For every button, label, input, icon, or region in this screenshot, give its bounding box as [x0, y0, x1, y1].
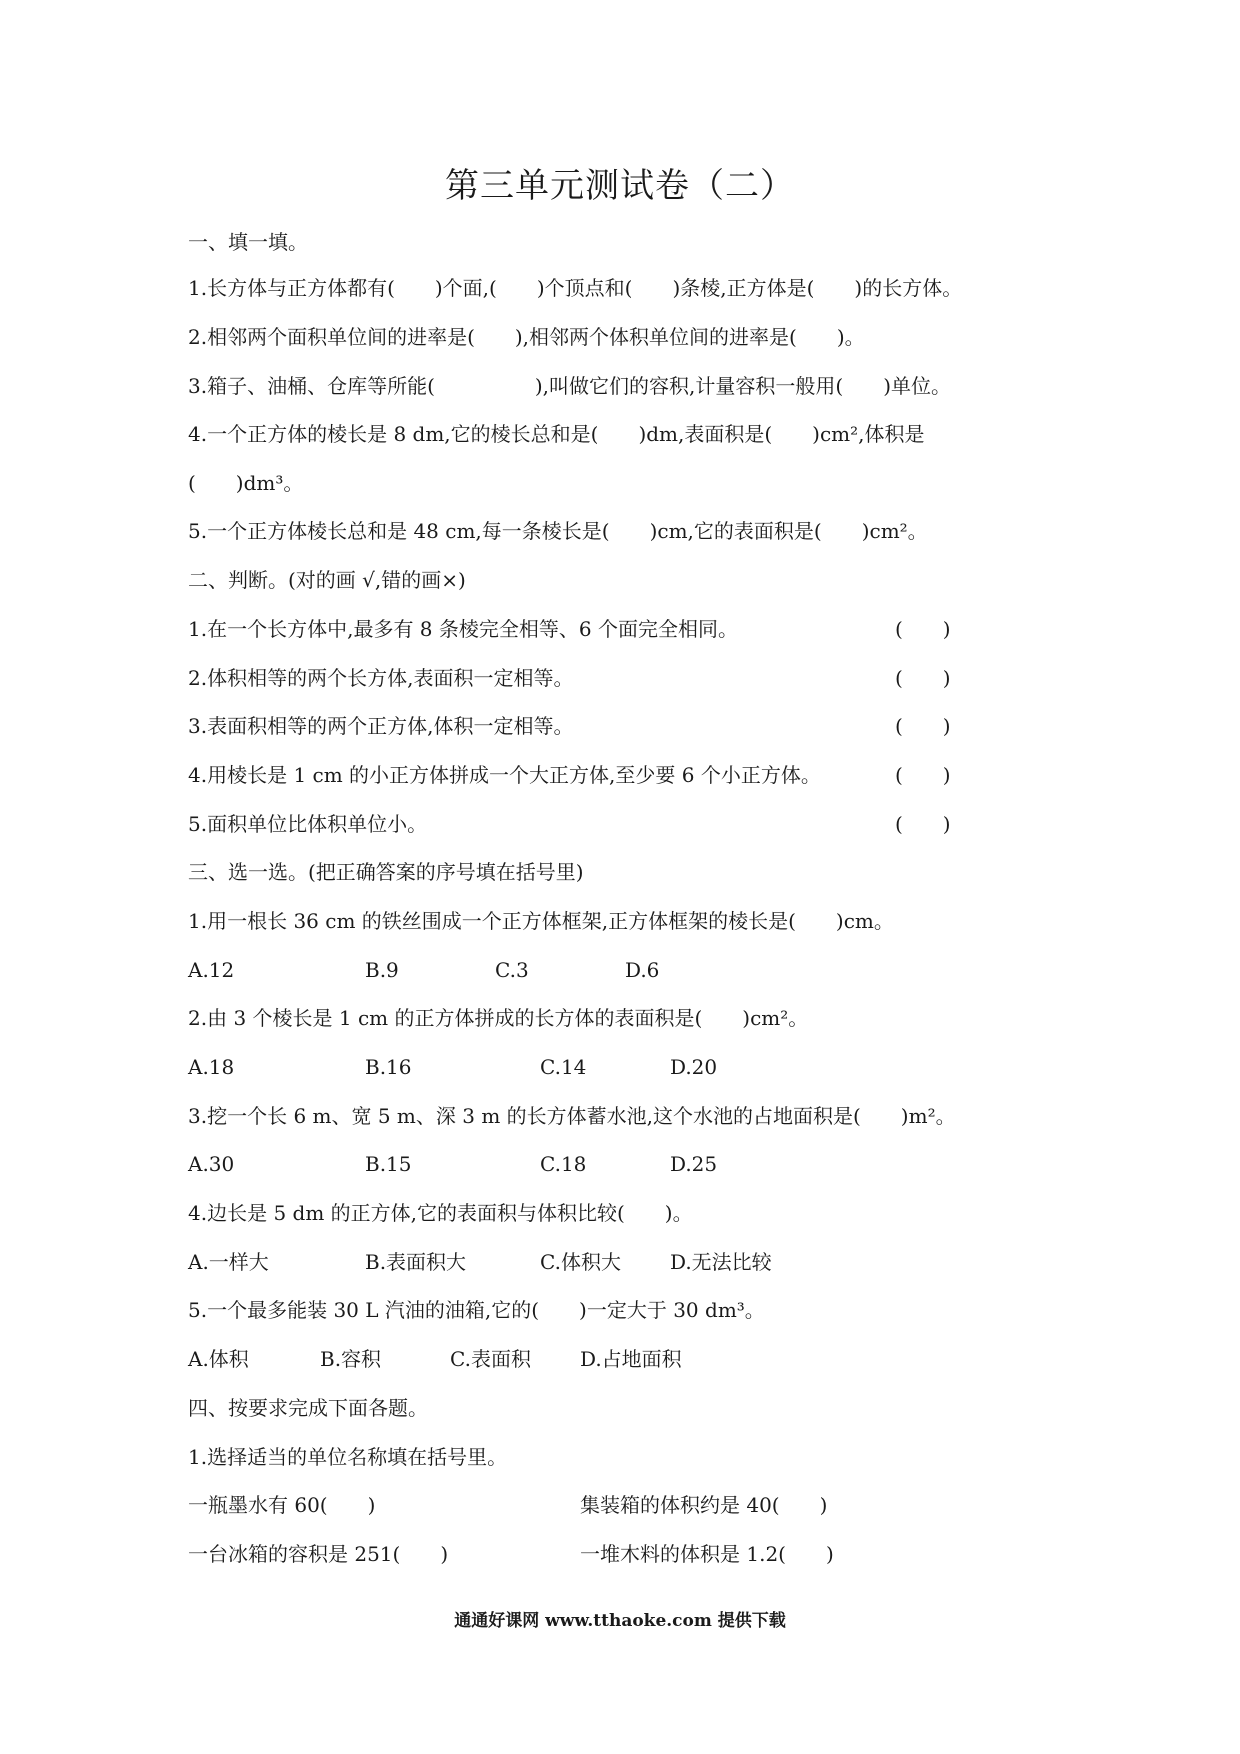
judge-item-5: 5.面积单位比体积单位小。: [188, 812, 428, 836]
choice-q1-option-a: A.12: [188, 958, 235, 982]
choice-q3-option-b: B.15: [365, 1152, 412, 1176]
page-title: 第三单元测试卷（二）: [445, 166, 795, 206]
judge-item-3: 3.表面积相等的两个正方体,体积一定相等。: [188, 714, 574, 738]
judge-item-2: 2.体积相等的两个长方体,表面积一定相等。: [188, 666, 574, 690]
judge-item-1: 1.在一个长方体中,最多有 8 条棱完全相等、6 个面完全相同。: [188, 617, 738, 641]
choice-q2-option-c: C.14: [540, 1055, 587, 1079]
choice-q1-option-c: C.3: [495, 958, 529, 982]
unit-blank-container: 集装箱的体积约是 40( ): [580, 1493, 828, 1517]
section2-heading: 二、判断。(对的画 √,错的画×): [188, 568, 466, 592]
choice-q5-option-d: D.占地面积: [580, 1347, 682, 1371]
section4-q1: 1.选择适当的单位名称填在括号里。: [188, 1445, 508, 1469]
choice-q5-option-a: A.体积: [188, 1347, 249, 1371]
choice-q3-option-c: C.18: [540, 1152, 587, 1176]
judge-answer-paren-5: ( ): [895, 812, 951, 836]
choice-q3-option-d: D.25: [670, 1152, 718, 1176]
section1-heading: 一、填一填。: [188, 230, 308, 254]
choice-q5-option-c: C.表面积: [450, 1347, 531, 1371]
choice-q3: 3.挖一个长 6 m、宽 5 m、深 3 m 的长方体蓄水池,这个水池的占地面积是( )m²。: [188, 1104, 956, 1128]
section3-heading: 三、选一选。(把正确答案的序号填在括号里): [188, 860, 584, 884]
section1-q4-line1: 4.一个正方体的棱长是 8 dm,它的棱长总和是( )dm,表面积是( )cm²,体积是: [188, 422, 925, 446]
judge-answer-paren-1: ( ): [895, 617, 951, 641]
footer-credit: 通通好课网 www.tthaoke.com 提供下载: [454, 1611, 786, 1631]
choice-q1-option-b: B.9: [365, 958, 399, 982]
unit-blank-wood: 一堆木料的体积是 1.2( ): [580, 1542, 834, 1566]
choice-q2-option-a: A.18: [188, 1055, 235, 1079]
unit-blank-ink: 一瓶墨水有 60( ): [188, 1493, 376, 1517]
choice-q5-option-b: B.容积: [320, 1347, 382, 1371]
section1-q3: 3.箱子、油桶、仓库等所能( ),叫做它们的容积,计量容积一般用( )单位。: [188, 374, 952, 398]
judge-answer-paren-2: ( ): [895, 666, 951, 690]
choice-q4-option-a: A.一样大: [188, 1250, 269, 1274]
choice-q4-option-c: C.体积大: [540, 1250, 621, 1274]
choice-q4-option-d: D.无法比较: [670, 1250, 772, 1274]
choice-q1-option-d: D.6: [625, 958, 660, 982]
choice-q4-option-b: B.表面积大: [365, 1250, 467, 1274]
judge-answer-paren-4: ( ): [895, 763, 951, 787]
section1-q4-line2: ( )dm³。: [188, 471, 304, 495]
choice-q5: 5.一个最多能装 30 L 汽油的油箱,它的( )一定大于 30 dm³。: [188, 1298, 765, 1322]
choice-q2-option-b: B.16: [365, 1055, 412, 1079]
choice-q3-option-a: A.30: [188, 1152, 235, 1176]
judge-answer-paren-3: ( ): [895, 714, 951, 738]
choice-q2: 2.由 3 个棱长是 1 cm 的正方体拼成的长方体的表面积是( )cm²。: [188, 1006, 809, 1030]
choice-q1: 1.用一根长 36 cm 的铁丝围成一个正方体框架,正方体框架的棱长是( )cm。: [188, 909, 894, 933]
choice-q2-option-d: D.20: [670, 1055, 718, 1079]
section1-q1: 1.长方体与正方体都有( )个面,( )个顶点和( )条棱,正方体是( )的长方体。: [188, 276, 963, 300]
section4-heading: 四、按要求完成下面各题。: [188, 1396, 428, 1420]
judge-item-4: 4.用棱长是 1 cm 的小正方体拼成一个大正方体,至少要 6 个小正方体。: [188, 763, 821, 787]
section1-q5: 5.一个正方体棱长总和是 48 cm,每一条棱长是( )cm,它的表面积是( )cm²。: [188, 519, 928, 543]
section1-q2: 2.相邻两个面积单位间的进率是( ),相邻两个体积单位间的进率是( )。: [188, 325, 865, 349]
unit-blank-fridge: 一台冰箱的容积是 251( ): [188, 1542, 449, 1566]
choice-q4: 4.边长是 5 dm 的正方体,它的表面积与体积比较( )。: [188, 1201, 693, 1225]
